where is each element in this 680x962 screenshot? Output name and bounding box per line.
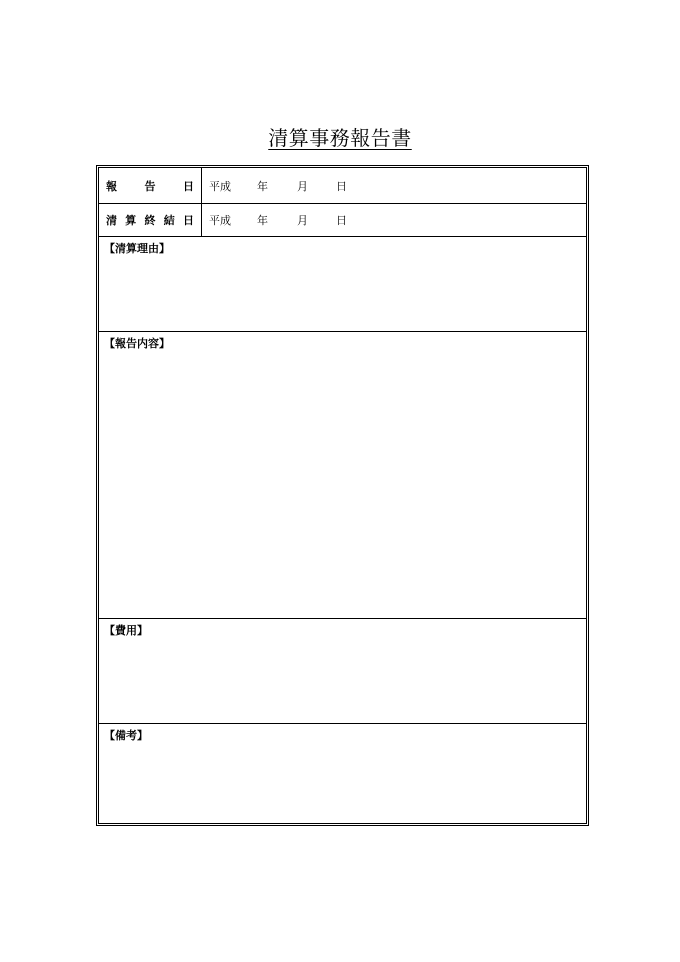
report-content-section[interactable] — [99, 332, 586, 619]
label-char: 日 — [183, 179, 194, 193]
label-char: 結 — [163, 214, 175, 227]
section-heading: 【清算理由】 — [104, 242, 170, 255]
report-form — [96, 165, 589, 826]
label-char: 清 — [106, 214, 117, 227]
document-title — [0, 122, 680, 151]
year-unit: 年 — [257, 214, 268, 227]
label-char: 報 — [106, 179, 117, 193]
report-date-field[interactable] — [202, 168, 586, 203]
liquidation-end-date-row — [99, 204, 586, 237]
label-char: 日 — [183, 214, 194, 227]
era-label: 平成 — [209, 179, 231, 193]
report-date-label — [99, 168, 202, 203]
day-unit: 日 — [336, 179, 347, 193]
document-title-text: 清算事務報告書 — [268, 126, 412, 150]
liquidation-reason-section[interactable] — [99, 237, 586, 332]
liquidation-end-date-field[interactable] — [202, 204, 586, 236]
label-char: 終 — [144, 214, 156, 227]
remarks-section[interactable] — [99, 724, 586, 823]
label-char: 告 — [144, 179, 156, 193]
year-unit: 年 — [257, 179, 268, 193]
section-heading: 【費用】 — [104, 624, 148, 637]
expenses-section[interactable] — [99, 619, 586, 724]
section-heading: 【備考】 — [104, 729, 148, 742]
liquidation-end-date-label — [99, 204, 202, 236]
month-unit: 月 — [297, 214, 308, 227]
section-heading: 【報告内容】 — [104, 337, 170, 350]
label-char: 算 — [125, 214, 137, 227]
report-date-row — [99, 168, 586, 204]
day-unit: 日 — [336, 214, 347, 227]
era-label: 平成 — [209, 214, 231, 227]
month-unit: 月 — [297, 179, 308, 193]
